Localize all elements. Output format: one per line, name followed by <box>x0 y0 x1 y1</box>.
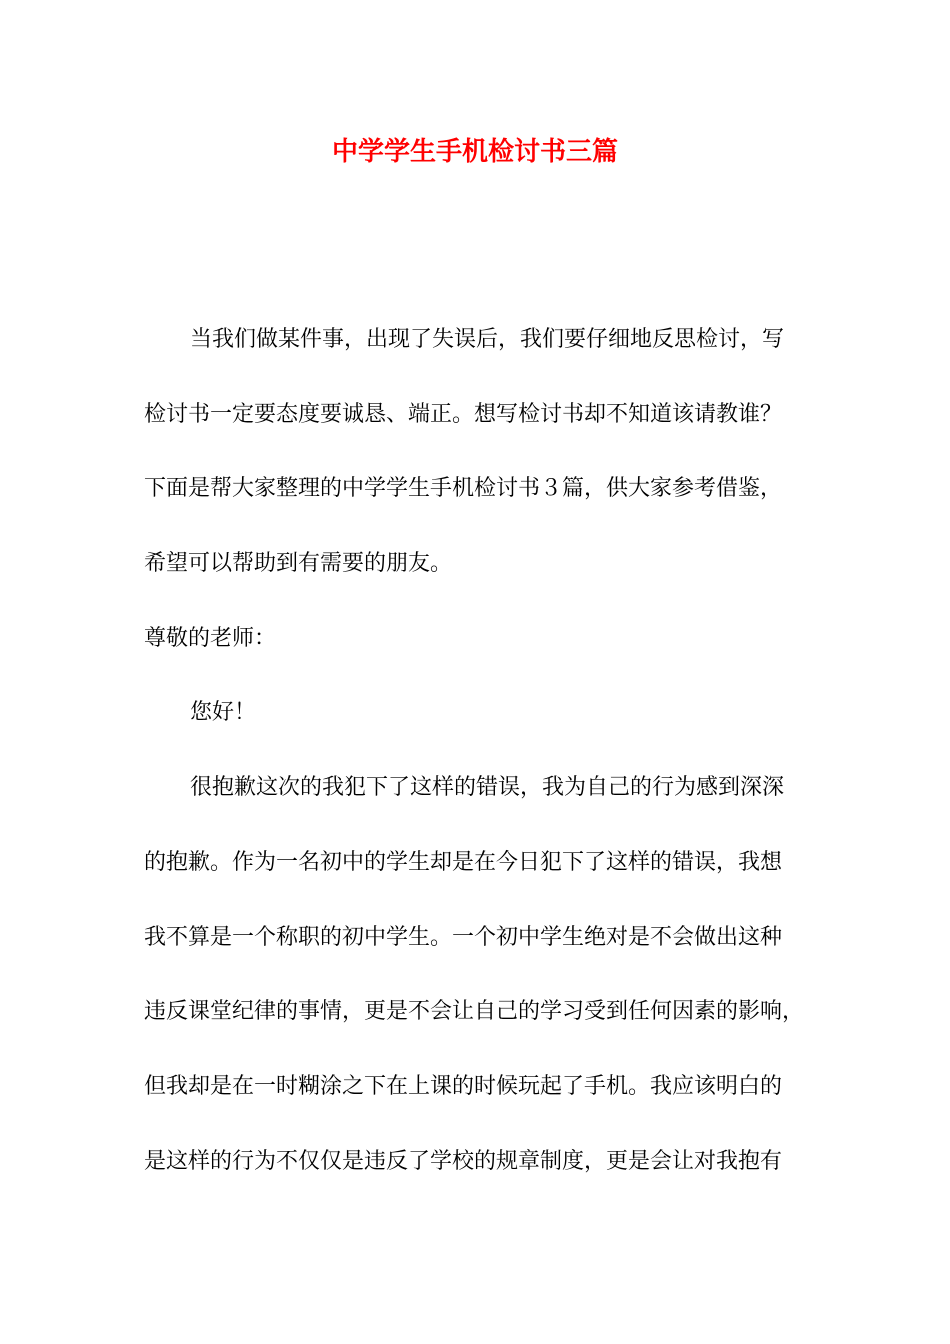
greeting-line: 您好！ <box>190 700 257 726</box>
paragraph-line: 是这样的行为不仅仅是违反了学校的规章制度，更是会让对我抱有 <box>144 1148 783 1174</box>
paragraph-line: 下面是帮大家整理的中学学生手机检讨书３篇，供大家参考借鉴， <box>144 476 783 502</box>
paragraph-line: 违反课堂纪律的事情，更是不会让自己的学习受到任何因素的影响， <box>144 999 805 1025</box>
salutation-line: 尊敬的老师： <box>144 625 277 651</box>
document-title: 中学学生手机检讨书三篇 <box>331 137 618 167</box>
paragraph-line: 检讨书一定要态度要诚恳、端正。想写检讨书却不知道该请教谁？ <box>144 401 783 427</box>
paragraph-line: 但我却是在一时糊涂之下在上课的时候玩起了手机。我应该明白的 <box>144 1073 783 1099</box>
paragraph-line: 我不算是一个称职的初中学生。一个初中学生绝对是不会做出这种 <box>144 924 783 950</box>
paragraph-line: 很抱歉这次的我犯下了这样的错误，我为自己的行为感到深深 <box>190 775 785 801</box>
document-body <box>144 320 834 1216</box>
paragraph-line: 希望可以帮助到有需要的朋友。 <box>144 551 453 577</box>
paragraph-line: 的抱歉。作为一名初中的学生却是在今日犯下了这样的错误，我想 <box>144 849 783 875</box>
paragraph-line: 当我们做某件事，出现了失误后，我们要仔细地反思检讨，写 <box>190 327 785 352</box>
